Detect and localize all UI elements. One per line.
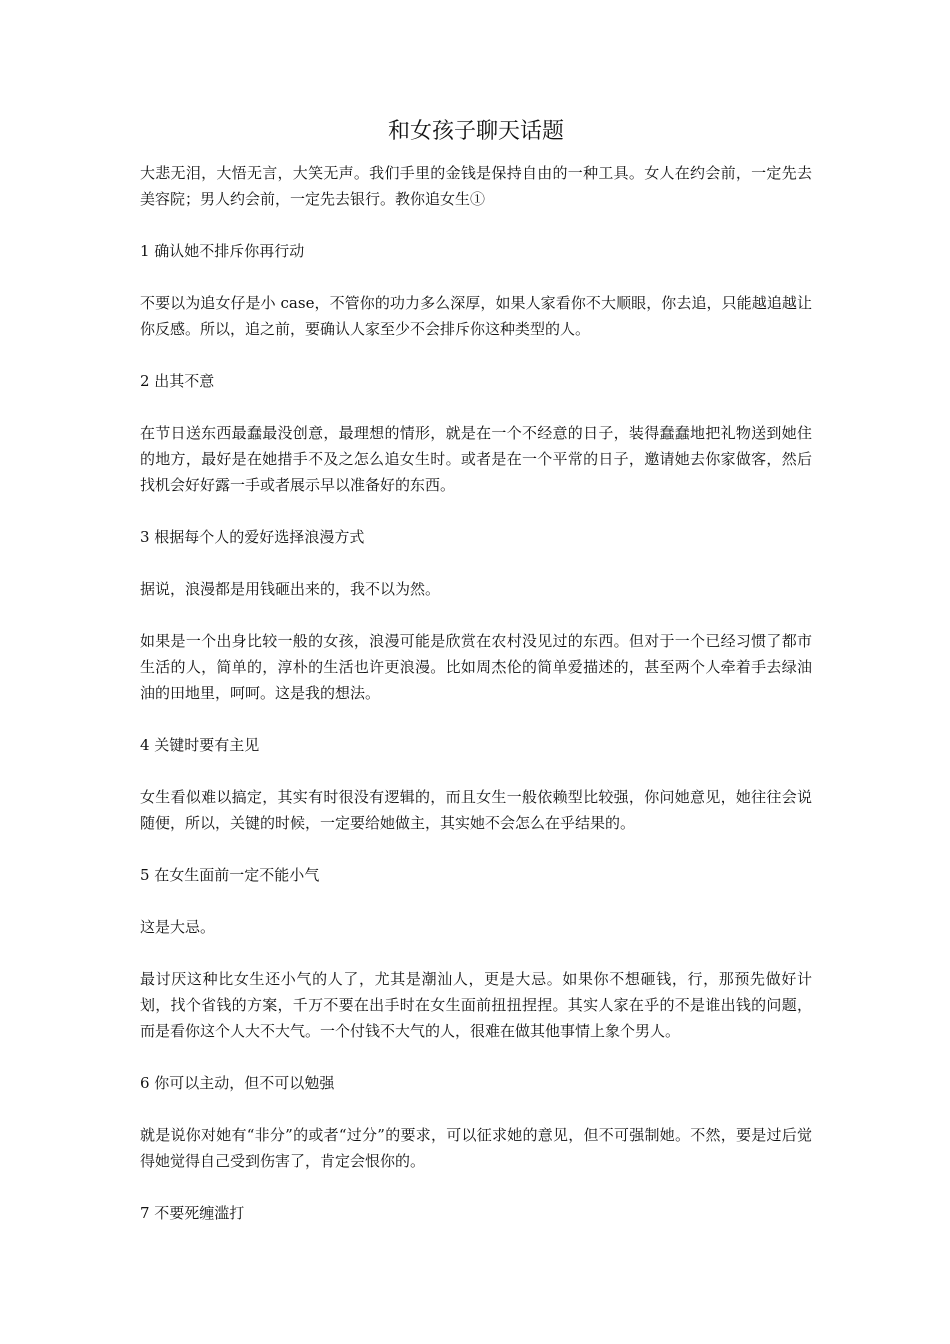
document-page <box>140 112 812 1252</box>
section-heading-3: 3 根据每个人的爱好选择浪漫方式 <box>140 528 365 546</box>
section-heading-2: 2 出其不意 <box>140 372 215 390</box>
section-paragraph: 在节日送东西最蠢最没创意，最理想的情形，就是在一个不经意的日子，装得蠢蠢地把礼物送到她住的地方，最好是在她措手不及之怎么追女生时。或者是在一个平常的日子，邀请她去你家做客，然后找机会好好露一手或者展示早以准备好的东西。 <box>140 424 812 494</box>
section-paragraph: 最讨厌这种比女生还小气的人了，尤其是潮汕人，更是大忌。如果你不想砸钱，行，那预先做好计划，找个省钱的方案，千万不要在出手时在女生面前扭扭捏捏。其实人家在乎的不是谁出钱的问题，而是看你这个人大不大气。一个付钱不大气的人，很难在做其他事情上象个男人。 <box>140 970 812 1040</box>
section-paragraph: 不要以为追女仔是小 case，不管你的功力多么深厚，如果人家看你不大顺眼，你去追，只能越追越让你反感。所以，追之前，要确认人家至少不会排斥你这种类型的人。 <box>140 294 812 338</box>
section-heading-1: 1 确认她不排斥你再行动 <box>140 242 305 260</box>
section-paragraph: 就是说你对她有“非分”的或者“过分”的要求，可以征求她的意见，但不可强制她。不然，要是过后觉得她觉得自己受到伤害了，肯定会恨你的。 <box>140 1126 812 1170</box>
section-heading-4: 4 关键时要有主见 <box>140 736 260 754</box>
document-title: 和女孩子聊天话题 <box>387 119 564 144</box>
section-paragraph: 这是大忌。 <box>140 918 216 936</box>
section-paragraph: 据说，浪漫都是用钱砸出来的，我不以为然。 <box>140 580 441 598</box>
section-paragraph: 如果是一个出身比较一般的女孩，浪漫可能是欣赏在农村没见过的东西。但对于一个已经习惯了都市生活的人，简单的，淳朴的生活也许更浪漫。比如周杰伦的简单爱描述的，甚至两个人牵着手去绿油油的田地里，呵呵。这是我的想法。 <box>140 632 812 702</box>
section-heading-7: 7 不要死缠滥打 <box>140 1204 245 1222</box>
section-heading-6: 6 你可以主动，但不可以勉强 <box>140 1074 335 1092</box>
section-paragraph: 女生看似难以搞定，其实有时很没有逻辑的，而且女生一般依赖型比较强，你问她意见，她往往会说随便，所以，关键的时候，一定要给她做主，其实她不会怎么在乎结果的。 <box>140 788 812 832</box>
section-heading-5: 5 在女生面前一定不能小气 <box>140 866 320 884</box>
intro-paragraph: 大悲无泪，大悟无言，大笑无声。我们手里的金钱是保持自由的一种工具。女人在约会前，一定先去美容院；男人约会前，一定先去银行。教你追女生① <box>140 164 812 208</box>
